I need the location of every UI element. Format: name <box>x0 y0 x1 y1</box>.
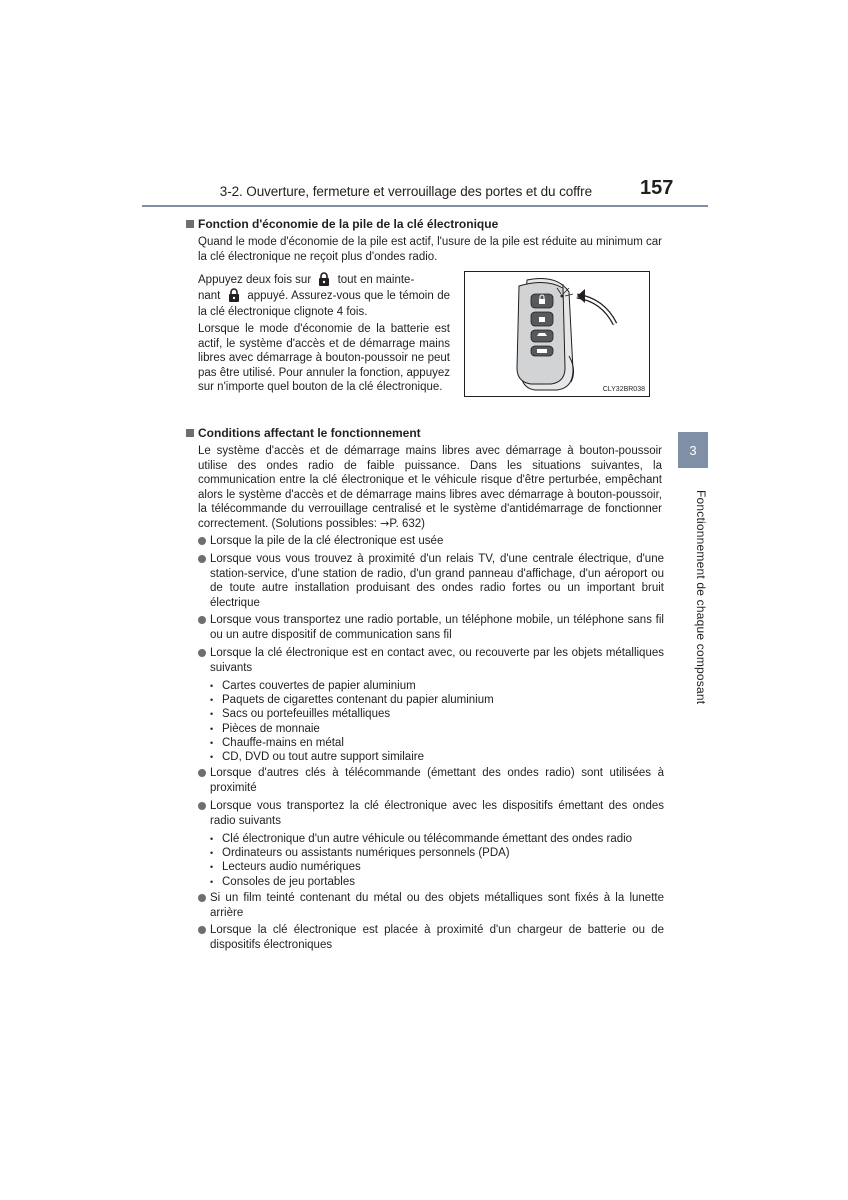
bullet-text: Lorsque vous transportez la clé électronique avec les dispositifs émettant des ondes radio suivants <box>210 800 664 827</box>
lock-icon <box>228 288 240 302</box>
smart-key-figure <box>464 271 650 397</box>
sub-list-item: • CD, DVD ou tout autre support similaire <box>208 750 494 764</box>
section-heading-conditions <box>186 426 421 440</box>
section-heading-text: Conditions affectant le fonctionnement <box>198 426 421 440</box>
conditions-intro <box>198 444 662 531</box>
list-item <box>198 613 664 642</box>
battery-saving-details: Lorsque le mode d'économie de la batterie est actif, le système d'accès et de démarrage mains libres avec démarrage à bouton-poussoir ne peut pas être utilisé. Pour annuler la fonction, appuyez sur n'importe quel bouton de la clé électronique. <box>198 323 450 393</box>
list-item <box>198 552 664 610</box>
sub-list-item: • Pièces de monnaie <box>208 722 494 736</box>
instruction-text-1: Appuyez deux fois sur <box>198 274 312 286</box>
instruction-text-2: tout en mainte- <box>337 274 415 286</box>
sub-list-item: • Clé électronique d'un autre véhicule ou télécommande émettant des ondes radio <box>208 832 632 846</box>
conditions-intro-text: Le système d'accès et de démarrage mains libres avec démarrage à bouton-poussoir utilise des ondes radio de faible puissance. Dans les situations suivantes, la communication entre la clé électronique et le véhicule risque d'être perturbée, empêchant alors le système d'accès et de démarrage mains libres avec démarrage à bouton-poussoir, la télécommande du verrouillage centralisé et le système d'antidémarrage de fonctionner correctement. (Solutions possibles: <box>198 445 662 530</box>
bullet-dot-icon <box>198 537 206 545</box>
lock-icon <box>318 272 330 286</box>
bullet-dot-icon <box>198 769 206 777</box>
sub-list-item: • Cartes couvertes de papier aluminium <box>208 679 494 693</box>
chapter-tab[interactable]: 3 <box>678 432 708 468</box>
page-number: 157 <box>640 177 674 199</box>
bullet-text: Lorsque la clé électronique est placée à proximité d'un chargeur de batterie ou de dispositifs électroniques <box>210 924 664 951</box>
bullet-text: Lorsque vous vous trouvez à proximité d'un relais TV, d'une centrale électrique, d'une station-service, d'une station de radio, d'un grand panneau d'affichage, d'un aéroport ou de toute autre installation produisant des ondes radio fortes ou un important bruit électrique <box>210 553 664 609</box>
bullet-dot-icon <box>198 649 206 657</box>
square-bullet-icon <box>186 220 194 228</box>
list-item <box>198 891 664 920</box>
bullet-dot-icon <box>198 555 206 563</box>
bullet-text: Si un film teinté contenant du métal ou des objets métalliques sont fixés à la lunette arrière <box>210 892 664 919</box>
bullet-dot-icon <box>198 894 206 902</box>
list-item <box>198 766 664 795</box>
sub-list-item: • Sacs ou portefeuilles métalliques <box>208 707 494 721</box>
sub-list-item: • Consoles de jeu portables <box>208 875 632 889</box>
list-item <box>198 799 664 828</box>
header-rule <box>142 205 708 207</box>
square-bullet-icon <box>186 429 194 437</box>
radio-devices-list <box>208 832 632 889</box>
battery-saving-instructions <box>198 272 450 320</box>
sub-list-item: • Ordinateurs ou assistants numériques personnels (PDA) <box>208 846 632 860</box>
section-heading-battery-saving <box>186 217 498 231</box>
list-item <box>198 923 664 952</box>
chapter-title: Fonctionnement de chaque composant <box>694 490 708 705</box>
bullet-text: Lorsque d'autres clés à télécommande (émettant des ondes radio) sont utilisées à proximité <box>210 767 664 794</box>
page-reference[interactable]: P. 632) <box>389 517 425 530</box>
sub-list-item: • Paquets de cigarettes contenant du papier aluminium <box>208 693 494 707</box>
section-heading-text: Fonction d'économie de la pile de la clé électronique <box>198 217 499 231</box>
smart-key-illustration <box>465 272 649 396</box>
instruction-text-3: nant <box>198 290 221 302</box>
bullet-dot-icon <box>198 926 206 934</box>
metal-objects-list <box>208 679 494 764</box>
sub-list-item: • Lecteurs audio numériques <box>208 860 632 874</box>
battery-saving-intro: Quand le mode d'économie de la pile est actif, l'usure de la pile est réduite au minimum car la clé électronique ne reçoit plus d'ondes radio. <box>198 236 662 263</box>
sub-list-item: • Chauffe-mains en métal <box>208 736 494 750</box>
list-item <box>198 646 664 675</box>
running-header: 3-2. Ouverture, fermeture et verrouillage des portes et du coffre <box>219 184 592 199</box>
bullet-text: Lorsque vous transportez une radio portable, un téléphone mobile, un téléphone sans fil ou un autre dispositif de communication sans fil <box>210 614 664 641</box>
figure-caption: CLY32BR038 <box>602 386 645 393</box>
bullet-dot-icon <box>198 616 206 624</box>
bullet-dot-icon <box>198 802 206 810</box>
list-item <box>198 534 664 549</box>
instruction-text-4: appuyé. Assurez-vous que le témoin de la clé électronique clignote 4 fois. <box>198 290 451 318</box>
bullet-text: Lorsque la pile de la clé électronique est usée <box>210 535 444 547</box>
bullet-text: Lorsque la clé électronique est en contact avec, ou recouverte par les objets métalliques suivants <box>210 647 664 674</box>
reference-arrow: → <box>380 516 390 530</box>
